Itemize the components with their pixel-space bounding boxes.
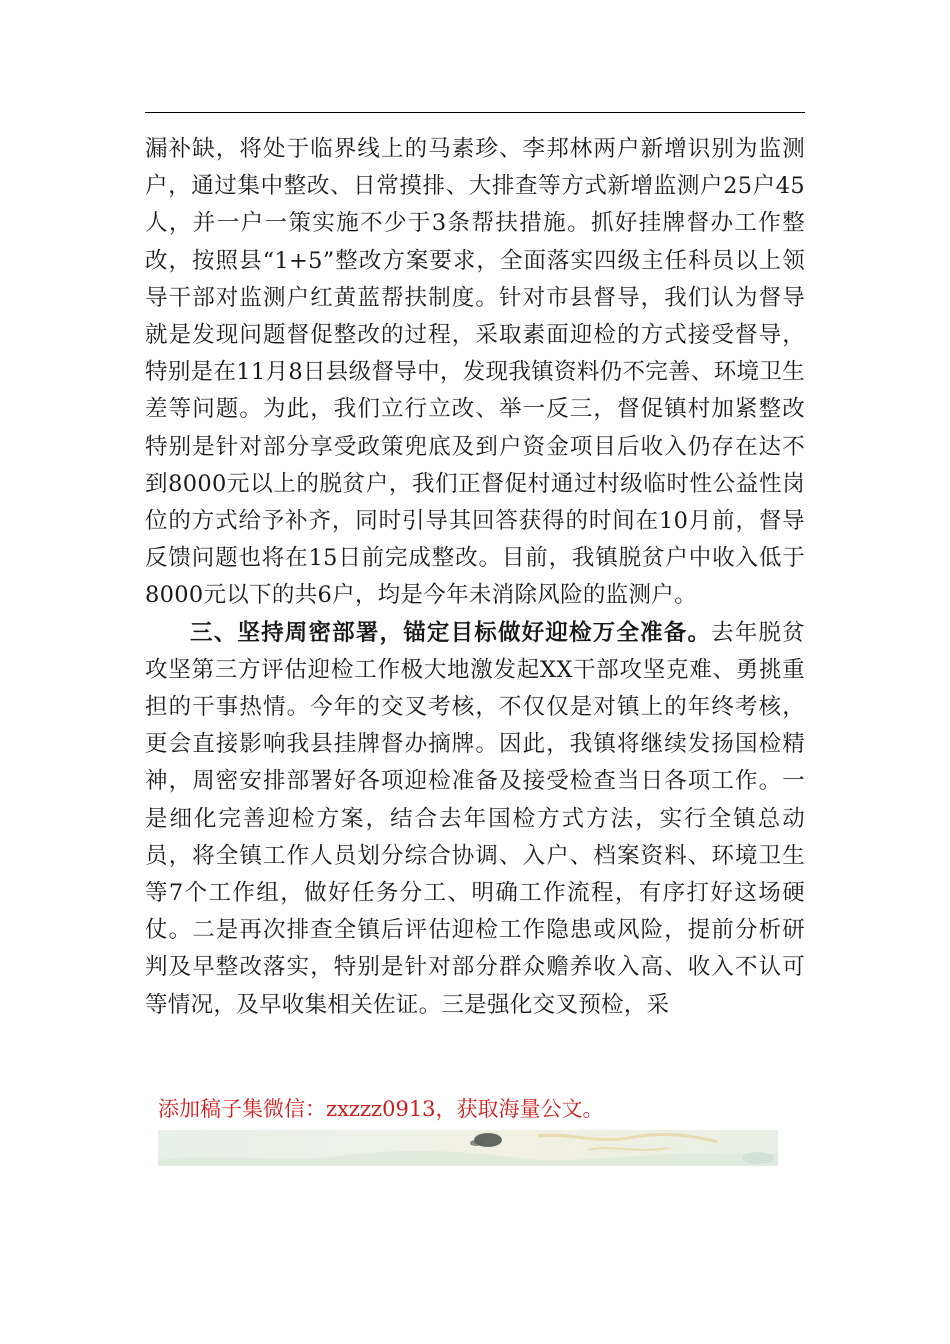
document-body: [145, 131, 805, 1024]
section-3-body: 去年脱贫攻坚第三方评估迎检工作极大地激发起XX干部攻坚克难、勇挑重担的干事热情。今年的交叉考核，不仅仅是对镇上的年终考核，更会直接影响我县挂牌督办摘牌。因此，我镇将继续发扬国检精神，周密安排部署好各项迎检准备及接受检查当日各项工作。一是细化完善迎检方案，结合去年国检方式方法，实行全镇总动员，将全镇工作人员划分综合协调、入户、档案资料、环境卫生等7个工作组，做好任务分工、明确工作流程，有序打好这场硬仗。二是再次排查全镇后评估迎检工作隐患或风险，提前分析研判及早整改落实，特别是针对部分群众赡养收入高、收入不认可等情况，及早收集相关佐证。三是强化交叉预检，采: [145, 619, 806, 1018]
header-rule: [145, 112, 805, 113]
paragraph-continuation: 漏补缺，将处于临界线上的马素珍、李邦林两户新增识别为监测户，通过集中整改、日常摸排、大排查等方式新增监测户25户45人，并一户一策实施不少于3条帮扶措施。抓好挂牌督办工作整改，按照县“1+5”整改方案要求，全面落实四级主任科员以上领导干部对监测户红黄蓝帮扶制度。针对市县督导，我们认为督导就是发现问题督促整改的过程，采取素面迎检的方式接受督导，特别是在11月8日县级督导中，发现我镇资料仍不完善、环境卫生差等问题。为此，我们立行立改、举一反三，督促镇村加紧整改特别是针对部分享受政策兜底及到户资金项目后收入仍存在达不到8000元以上的脱贫户，我们正督促村通过村级临时性公益性岗位的方式给予补齐，同时引导其回答获得的时间在10月前，督导反馈问题也将在15日前完成整改。目前，我镇脱贫户中收入低于8000元以下的共6户，均是今年未消除风险的监测户。: [145, 136, 805, 609]
decorative-landscape-banner: [158, 1130, 778, 1166]
wechat-promo-text: 添加稿子集微信：zxzzz0913，获取海量公文。: [158, 1097, 604, 1121]
section-3-paragraph: [145, 615, 805, 1024]
section-3-heading: 三、坚持周密部署，锚定目标做好迎检万全准备。: [190, 619, 712, 646]
